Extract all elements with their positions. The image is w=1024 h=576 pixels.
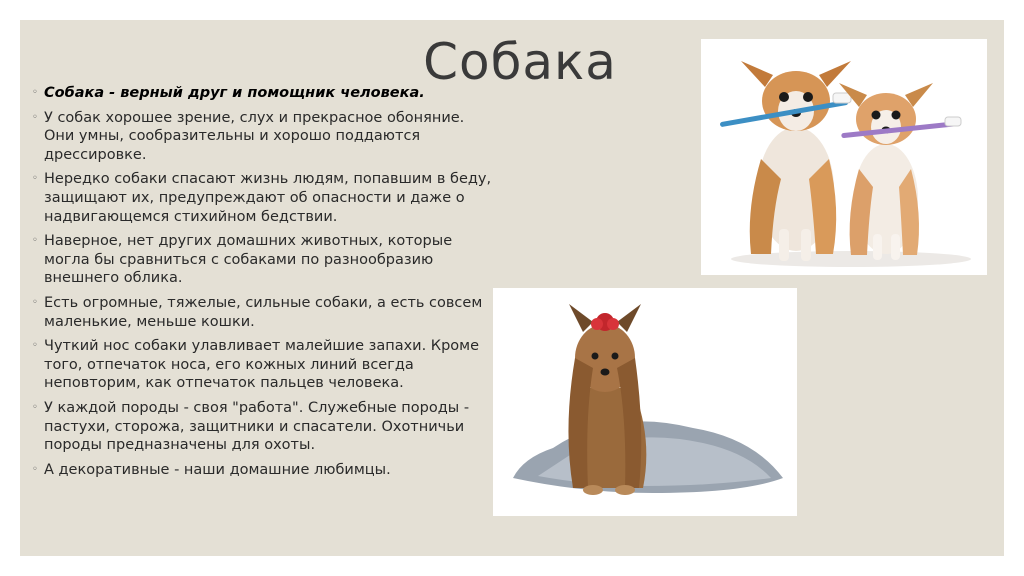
bullet-item: ◦ Нередко собаки спасают жизнь людям, попавшим в беду, защищают их, предупреждают об опасности и даже о надвигающемся стихийном бедствии.	[32, 171, 492, 225]
bullet-marker: ◦	[32, 401, 38, 413]
slide-title: Собака	[423, 33, 617, 91]
bullet-item: ◦ Есть огромные, тяжелые, сильные собаки, а есть совсем маленькие, меньше кошки.	[32, 294, 483, 330]
bullet-item: ◦ Наверное, нет других домашних животных, которые могла бы сравниться с собаками по разнообразию внешнего облика.	[32, 233, 453, 287]
slide	[20, 20, 1004, 556]
bullet-marker: ◦	[32, 87, 38, 98]
bullet-marker: ◦	[32, 463, 38, 475]
yorkshire-terrier-icon	[513, 304, 783, 495]
bullet-item: ◦ У собак хорошее зрение, слух и прекрасное обоняние. Они умны, сообразительны и хорошо поддаются дрессировке.	[32, 109, 465, 163]
bullet-item: ◦ А декоративные - наши домашние любимцы.	[32, 461, 391, 478]
bullet-item: ◦ У каждой породы - своя "работа". Служебные породы - пастухи, сторожа, защитники и спасатели. Охотничьи породы предназначены для охоты.	[32, 399, 470, 454]
bullet-marker: ◦	[32, 296, 38, 308]
bullet-item: ◦ Чуткий нос собаки улавливает малейшие запахи. Кроме того, отпечаток носа, его кожных линий всегда неповторим, как отпечаток пальцев человека.	[32, 338, 480, 392]
bullet-marker: ◦	[32, 235, 38, 247]
bullet-marker: ◦	[32, 173, 38, 185]
dog-left-icon	[741, 61, 851, 261]
bullet-item: ◦ Собака - верный друг и помощник человека.	[32, 85, 425, 101]
chihuahuas-photo	[701, 39, 987, 275]
bullet-list	[32, 84, 492, 485]
dog-right-icon	[839, 83, 933, 260]
bullet-marker: ◦	[32, 340, 38, 352]
yorkshire-terrier-photo	[493, 288, 797, 516]
bullet-marker: ◦	[32, 111, 38, 123]
